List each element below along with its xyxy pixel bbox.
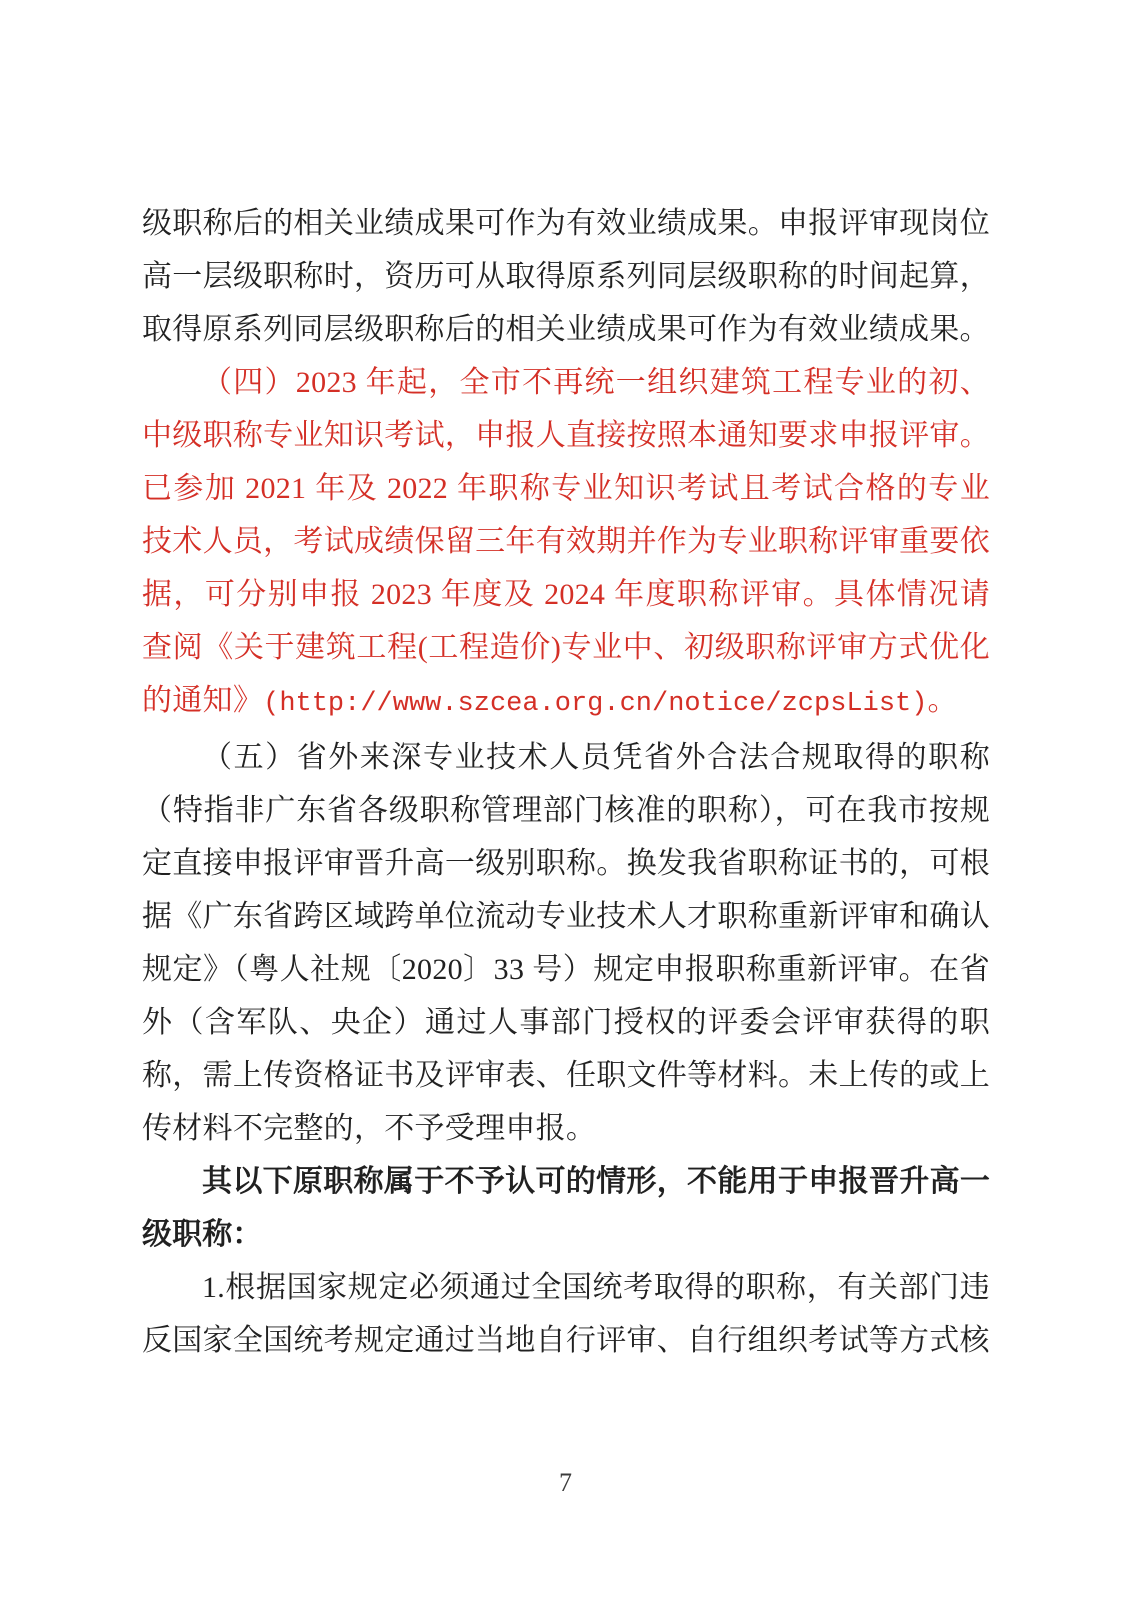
heading-invalid-titles: 其以下原职称属于不予认可的情形，不能用于申报晋升高一级职称： <box>142 1165 990 1251</box>
paragraph-item-4 <box>142 356 990 731</box>
paragraph-item-5: （五）省外来深专业技术人员凭省外合法合规取得的职称（特指非广东省各级职称管理部门核准的职称），可在我市按规定直接申报评审晋升高一级别职称。换发我省职称证书的，可根据《广东省跨区域跨单位流动专业技术人才职称重新评审和确认规定》（粤人社规〔2020〕33 号）规定申报职称重新评审。在省外（含军队、央企）通过人事部门授权的评委会评审获得的职称，需上传资格证书及评审表、任职文件等材料。未上传的或上传材料不完整的，不予受理申报。 <box>142 741 990 1145</box>
notice-url[interactable]: (http://www.szcea.org.cn/notice/zcpsList) <box>263 689 928 719</box>
paragraph-continuation: 级职称后的相关业绩成果可作为有效业绩成果。申报评审现岗位高一层级职称时，资历可从取得原系列同层级职称的时间起算，取得原系列同层级职称后的相关业绩成果可作为有效业绩成果。 <box>142 207 990 346</box>
paragraph-item-4-text: （四）2023 年起，全市不再统一组织建筑工程专业的初、中级职称专业知识考试，申报人直接按照本通知要求申报评审。已参加 2021 年及 2022 年职称专业知识考试且考试合格的专业技术人员，考试成绩保留三年有效期并作为专业职称评审重要依据，可分别申报 2023 年度及 2024 年度职称评审。具体情况请查阅《关于建筑工程(工程造价)专业中、初级职称评审方式优化的通知》 <box>142 366 990 717</box>
text-block <box>142 197 990 1367</box>
paragraph-item-4-tail: 。 <box>927 684 958 717</box>
paragraph-list-item-1: 1.根据国家规定必须通过全国统考取得的职称，有关部门违反国家全国统考规定通过当地自行评审、自行组织考试等方式核 <box>142 1271 990 1357</box>
page-number: 7 <box>559 1468 572 1497</box>
